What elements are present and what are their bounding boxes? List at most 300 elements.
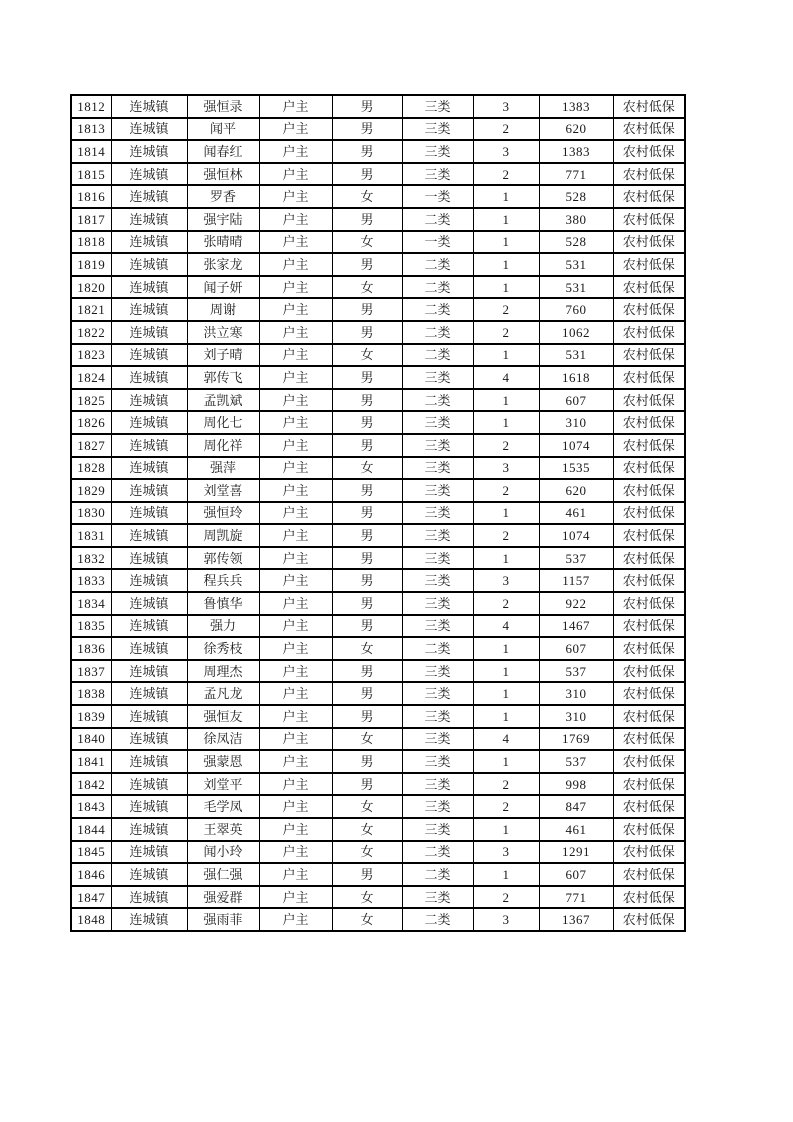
table-row [71,163,685,186]
cell-relation: 户主 [259,773,332,796]
cell-town: 连城镇 [111,818,187,841]
table-row [71,750,685,773]
cell-relation: 户主 [259,321,332,344]
cell-amount: 537 [539,750,613,773]
cell-persons: 2 [473,592,539,615]
cell-persons: 3 [473,841,539,864]
cell-town: 连城镇 [111,276,187,299]
cell-town: 连城镇 [111,908,187,931]
table-row [71,95,685,118]
cell-amount: 760 [539,298,613,321]
cell-relation: 户主 [259,366,332,389]
cell-name: 强萍 [187,457,259,480]
cell-amount: 537 [539,660,613,683]
cell-name: 罗香 [187,185,259,208]
cell-amount: 620 [539,118,613,141]
cell-persons: 1 [473,660,539,683]
cell-relation: 户主 [259,547,332,570]
cell-relation: 户主 [259,298,332,321]
cell-amount: 607 [539,863,613,886]
cell-welfare-type: 农村低保 [613,569,685,592]
cell-relation: 户主 [259,344,332,367]
cell-welfare-type: 农村低保 [613,863,685,886]
cell-name: 徐秀枝 [187,637,259,660]
cell-persons: 1 [473,344,539,367]
cell-gender: 女 [332,344,402,367]
table-row [71,569,685,592]
cell-serial: 1837 [71,660,111,683]
cell-category: 二类 [402,208,473,231]
cell-category: 三类 [402,705,473,728]
cell-persons: 2 [473,118,539,141]
table-row [71,682,685,705]
cell-welfare-type: 农村低保 [613,118,685,141]
cell-gender: 男 [332,208,402,231]
cell-serial: 1831 [71,524,111,547]
cell-amount: 310 [539,705,613,728]
table-row [71,886,685,909]
cell-serial: 1838 [71,682,111,705]
cell-gender: 女 [332,886,402,909]
cell-welfare-type: 农村低保 [613,502,685,525]
cell-welfare-type: 农村低保 [613,344,685,367]
table-row [71,795,685,818]
cell-name: 强仁强 [187,863,259,886]
cell-amount: 461 [539,502,613,525]
cell-persons: 2 [473,524,539,547]
cell-welfare-type: 农村低保 [613,886,685,909]
cell-category: 三类 [402,524,473,547]
table-row [71,818,685,841]
cell-category: 三类 [402,569,473,592]
cell-serial: 1845 [71,841,111,864]
cell-town: 连城镇 [111,185,187,208]
cell-town: 连城镇 [111,524,187,547]
cell-gender: 女 [332,185,402,208]
cell-serial: 1812 [71,95,111,118]
table-row [71,366,685,389]
cell-serial: 1841 [71,750,111,773]
table-row [71,434,685,457]
cell-persons: 1 [473,231,539,254]
cell-welfare-type: 农村低保 [613,411,685,434]
cell-relation: 户主 [259,795,332,818]
cell-serial: 1835 [71,615,111,638]
cell-relation: 户主 [259,660,332,683]
cell-town: 连城镇 [111,682,187,705]
cell-serial: 1846 [71,863,111,886]
cell-relation: 户主 [259,95,332,118]
cell-welfare-type: 农村低保 [613,660,685,683]
cell-serial: 1821 [71,298,111,321]
cell-category: 三类 [402,163,473,186]
cell-persons: 1 [473,253,539,276]
cell-category: 三类 [402,547,473,570]
cell-name: 强爱群 [187,886,259,909]
cell-relation: 户主 [259,863,332,886]
cell-persons: 2 [473,795,539,818]
cell-serial: 1823 [71,344,111,367]
cell-persons: 1 [473,637,539,660]
cell-amount: 531 [539,344,613,367]
cell-amount: 1291 [539,841,613,864]
cell-relation: 户主 [259,569,332,592]
cell-town: 连城镇 [111,411,187,434]
cell-persons: 1 [473,208,539,231]
cell-gender: 男 [332,750,402,773]
cell-welfare-type: 农村低保 [613,389,685,412]
cell-category: 三类 [402,750,473,773]
cell-amount: 1074 [539,434,613,457]
cell-relation: 户主 [259,411,332,434]
cell-welfare-type: 农村低保 [613,479,685,502]
cell-amount: 310 [539,411,613,434]
cell-persons: 2 [473,163,539,186]
cell-relation: 户主 [259,502,332,525]
cell-relation: 户主 [259,637,332,660]
cell-town: 连城镇 [111,344,187,367]
cell-category: 二类 [402,321,473,344]
cell-name: 强恒友 [187,705,259,728]
cell-name: 周谢 [187,298,259,321]
cell-gender: 男 [332,298,402,321]
cell-serial: 1818 [71,231,111,254]
cell-gender: 男 [332,389,402,412]
cell-name: 强力 [187,615,259,638]
cell-town: 连城镇 [111,660,187,683]
cell-town: 连城镇 [111,298,187,321]
cell-amount: 531 [539,276,613,299]
cell-gender: 女 [332,818,402,841]
cell-serial: 1832 [71,547,111,570]
table-row [71,344,685,367]
cell-gender: 女 [332,457,402,480]
cell-persons: 4 [473,615,539,638]
cell-name: 孟凯斌 [187,389,259,412]
cell-welfare-type: 农村低保 [613,728,685,751]
cell-town: 连城镇 [111,118,187,141]
cell-category: 三类 [402,886,473,909]
cell-name: 孟凡龙 [187,682,259,705]
cell-serial: 1844 [71,818,111,841]
cell-serial: 1819 [71,253,111,276]
cell-category: 三类 [402,95,473,118]
cell-gender: 女 [332,231,402,254]
table-row [71,208,685,231]
cell-relation: 户主 [259,682,332,705]
cell-persons: 4 [473,366,539,389]
cell-name: 程兵兵 [187,569,259,592]
cell-town: 连城镇 [111,389,187,412]
cell-amount: 1618 [539,366,613,389]
cell-town: 连城镇 [111,705,187,728]
table-row [71,863,685,886]
cell-relation: 户主 [259,253,332,276]
table-row [71,253,685,276]
cell-persons: 3 [473,569,539,592]
table-row [71,660,685,683]
cell-town: 连城镇 [111,253,187,276]
cell-welfare-type: 农村低保 [613,253,685,276]
table-row [71,524,685,547]
cell-relation: 户主 [259,140,332,163]
cell-town: 连城镇 [111,163,187,186]
cell-relation: 户主 [259,434,332,457]
cell-gender: 男 [332,479,402,502]
cell-category: 二类 [402,863,473,886]
cell-name: 郭传飞 [187,366,259,389]
cell-town: 连城镇 [111,637,187,660]
cell-amount: 1383 [539,140,613,163]
cell-amount: 528 [539,185,613,208]
cell-welfare-type: 农村低保 [613,908,685,931]
cell-name: 王翠英 [187,818,259,841]
cell-gender: 男 [332,682,402,705]
cell-gender: 男 [332,569,402,592]
cell-relation: 户主 [259,841,332,864]
cell-persons: 3 [473,95,539,118]
cell-persons: 1 [473,818,539,841]
cell-gender: 女 [332,841,402,864]
cell-relation: 户主 [259,479,332,502]
cell-name: 强恒录 [187,95,259,118]
cell-gender: 男 [332,411,402,434]
cell-relation: 户主 [259,457,332,480]
cell-gender: 男 [332,592,402,615]
cell-amount: 1383 [539,95,613,118]
cell-serial: 1820 [71,276,111,299]
cell-name: 周凯旋 [187,524,259,547]
cell-name: 强恒玲 [187,502,259,525]
cell-amount: 607 [539,389,613,412]
cell-amount: 537 [539,547,613,570]
cell-persons: 1 [473,185,539,208]
cell-serial: 1839 [71,705,111,728]
cell-amount: 1467 [539,615,613,638]
cell-gender: 男 [332,366,402,389]
cell-name: 张晴晴 [187,231,259,254]
cell-persons: 2 [473,298,539,321]
cell-serial: 1834 [71,592,111,615]
table-row [71,592,685,615]
cell-amount: 528 [539,231,613,254]
table-row [71,118,685,141]
cell-gender: 男 [332,434,402,457]
cell-persons: 1 [473,389,539,412]
cell-welfare-type: 农村低保 [613,163,685,186]
cell-town: 连城镇 [111,366,187,389]
cell-town: 连城镇 [111,863,187,886]
cell-serial: 1830 [71,502,111,525]
cell-name: 徐凤洁 [187,728,259,751]
cell-persons: 2 [473,434,539,457]
cell-relation: 户主 [259,231,332,254]
cell-name: 强恒林 [187,163,259,186]
cell-town: 连城镇 [111,795,187,818]
cell-persons: 1 [473,682,539,705]
cell-town: 连城镇 [111,434,187,457]
cell-town: 连城镇 [111,841,187,864]
cell-category: 三类 [402,502,473,525]
cell-town: 连城镇 [111,886,187,909]
cell-amount: 620 [539,479,613,502]
cell-name: 周化七 [187,411,259,434]
cell-amount: 922 [539,592,613,615]
cell-gender: 男 [332,705,402,728]
cell-category: 三类 [402,140,473,163]
cell-town: 连城镇 [111,479,187,502]
cell-gender: 男 [332,773,402,796]
cell-relation: 户主 [259,163,332,186]
cell-amount: 461 [539,818,613,841]
cell-amount: 1367 [539,908,613,931]
cell-amount: 847 [539,795,613,818]
cell-serial: 1840 [71,728,111,751]
cell-welfare-type: 农村低保 [613,208,685,231]
cell-persons: 2 [473,773,539,796]
cell-serial: 1813 [71,118,111,141]
cell-name: 强蒙恩 [187,750,259,773]
cell-town: 连城镇 [111,547,187,570]
cell-welfare-type: 农村低保 [613,750,685,773]
cell-category: 三类 [402,366,473,389]
cell-gender: 男 [332,118,402,141]
table-row [71,411,685,434]
cell-name: 刘子晴 [187,344,259,367]
cell-welfare-type: 农村低保 [613,795,685,818]
cell-welfare-type: 农村低保 [613,321,685,344]
cell-amount: 1157 [539,569,613,592]
cell-welfare-type: 农村低保 [613,276,685,299]
cell-relation: 户主 [259,276,332,299]
cell-gender: 男 [332,321,402,344]
cell-name: 强宇陆 [187,208,259,231]
cell-persons: 3 [473,457,539,480]
table-row [71,547,685,570]
cell-category: 三类 [402,728,473,751]
cell-persons: 3 [473,140,539,163]
welfare-table [70,94,686,932]
cell-serial: 1836 [71,637,111,660]
table-row [71,502,685,525]
table-row [71,615,685,638]
cell-welfare-type: 农村低保 [613,140,685,163]
cell-name: 闻小玲 [187,841,259,864]
cell-amount: 531 [539,253,613,276]
cell-category: 二类 [402,298,473,321]
cell-welfare-type: 农村低保 [613,615,685,638]
cell-welfare-type: 农村低保 [613,298,685,321]
cell-name: 闻平 [187,118,259,141]
cell-name: 郭传领 [187,547,259,570]
table-row [71,728,685,751]
cell-gender: 男 [332,547,402,570]
cell-category: 三类 [402,682,473,705]
cell-serial: 1827 [71,434,111,457]
cell-serial: 1829 [71,479,111,502]
cell-persons: 1 [473,411,539,434]
cell-serial: 1848 [71,908,111,931]
cell-serial: 1816 [71,185,111,208]
cell-category: 三类 [402,773,473,796]
cell-gender: 男 [332,863,402,886]
cell-gender: 男 [332,524,402,547]
cell-category: 二类 [402,637,473,660]
cell-gender: 女 [332,637,402,660]
table-row [71,185,685,208]
cell-category: 二类 [402,389,473,412]
cell-welfare-type: 农村低保 [613,818,685,841]
cell-relation: 户主 [259,615,332,638]
cell-welfare-type: 农村低保 [613,841,685,864]
cell-welfare-type: 农村低保 [613,366,685,389]
cell-relation: 户主 [259,185,332,208]
cell-welfare-type: 农村低保 [613,524,685,547]
table-row [71,637,685,660]
cell-relation: 户主 [259,908,332,931]
cell-town: 连城镇 [111,140,187,163]
cell-name: 洪立寒 [187,321,259,344]
cell-town: 连城镇 [111,95,187,118]
cell-amount: 1062 [539,321,613,344]
cell-persons: 2 [473,479,539,502]
cell-relation: 户主 [259,750,332,773]
cell-town: 连城镇 [111,569,187,592]
cell-amount: 380 [539,208,613,231]
cell-welfare-type: 农村低保 [613,705,685,728]
cell-serial: 1843 [71,795,111,818]
cell-name: 闻春红 [187,140,259,163]
cell-serial: 1817 [71,208,111,231]
cell-serial: 1842 [71,773,111,796]
cell-serial: 1828 [71,457,111,480]
cell-town: 连城镇 [111,231,187,254]
cell-amount: 771 [539,163,613,186]
cell-category: 三类 [402,457,473,480]
cell-welfare-type: 农村低保 [613,95,685,118]
cell-town: 连城镇 [111,728,187,751]
cell-gender: 女 [332,728,402,751]
cell-category: 一类 [402,185,473,208]
table-row [71,231,685,254]
table-row [71,479,685,502]
cell-name: 张家龙 [187,253,259,276]
cell-category: 三类 [402,479,473,502]
cell-town: 连城镇 [111,457,187,480]
cell-category: 三类 [402,615,473,638]
cell-name: 鲁慎华 [187,592,259,615]
cell-town: 连城镇 [111,502,187,525]
cell-category: 三类 [402,411,473,434]
cell-name: 闻子妍 [187,276,259,299]
cell-name: 刘堂平 [187,773,259,796]
cell-serial: 1826 [71,411,111,434]
table-row [71,457,685,480]
cell-gender: 男 [332,660,402,683]
table-row [71,705,685,728]
table-row [71,389,685,412]
table-row [71,276,685,299]
cell-gender: 女 [332,795,402,818]
cell-town: 连城镇 [111,615,187,638]
cell-gender: 男 [332,163,402,186]
cell-amount: 771 [539,886,613,909]
cell-welfare-type: 农村低保 [613,457,685,480]
cell-relation: 户主 [259,886,332,909]
cell-persons: 3 [473,908,539,931]
cell-amount: 1769 [539,728,613,751]
cell-relation: 户主 [259,389,332,412]
